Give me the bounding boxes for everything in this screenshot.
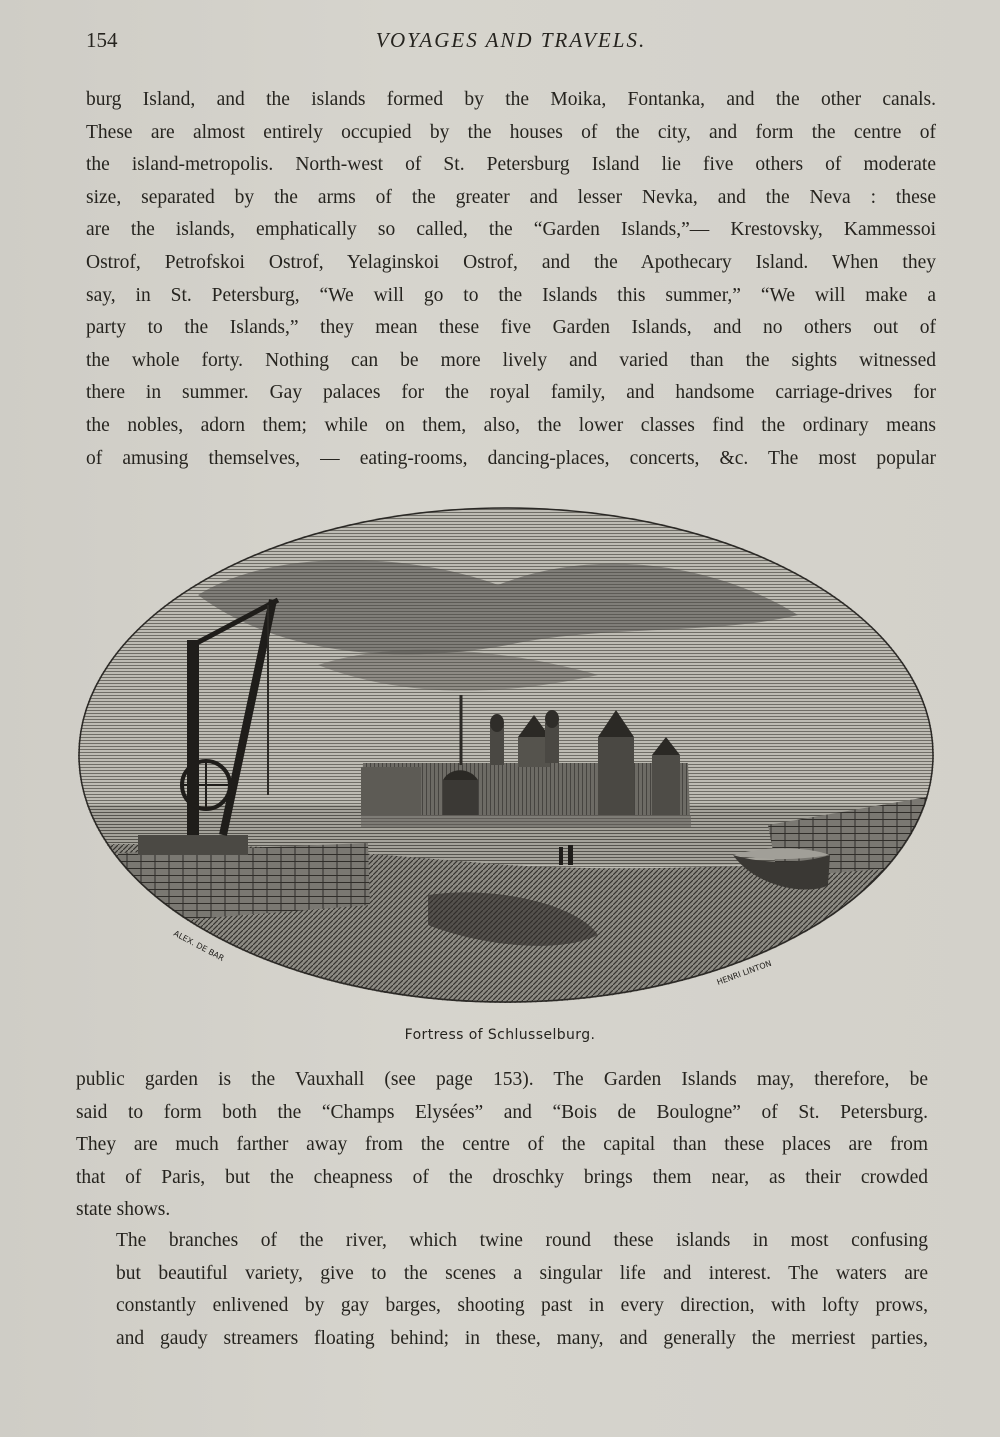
paragraph-1	[86, 84, 936, 475]
text-line: These are almost entirely occupied by the houses of the city, and form the centre of	[86, 121, 936, 143]
text-line: public garden is the Vauxhall (see page 153). The Garden Islands may, therefore, be	[76, 1069, 928, 1090]
text-line: and gaudy streamers floating behind; in these, many, and generally the merriest parties,	[116, 1327, 928, 1349]
text-line: are the islands, emphatically so called, the “Garden Islands,”— Krestovsky, Kammessoi	[86, 219, 936, 241]
text-line: constantly enlivened by gay barges, shooting past in every direction, with lofty prows,	[116, 1295, 928, 1317]
text-line: the whole forty. Nothing can be more lively and varied than the sights witnessed	[86, 349, 936, 371]
text-line: burg Island, and the islands formed by the Moika, Fontanka, and the other canals.	[86, 89, 936, 110]
text-line: size, separated by the arms of the greater and lesser Nevka, and the Neva : these	[86, 186, 936, 208]
engraving-figure	[78, 505, 938, 1005]
text-line: of amusing themselves, — eating-rooms, dancing-places, concerts, &c. The most popular	[86, 447, 936, 469]
text-line: The branches of the river, which twine round these islands in most confusing	[116, 1230, 928, 1251]
fortress-engraving	[78, 505, 938, 1005]
engraver-signature-left: ALEX. DE BAR	[172, 928, 226, 963]
page-number: 154	[86, 28, 118, 52]
text-line: there in summer. Gay palaces for the royal family, and handsome carriage-drives for	[86, 382, 936, 404]
text-line: state shows.	[76, 1199, 171, 1221]
engraver-signature-right: HENRI LINTON	[715, 958, 773, 987]
text-line: but beautiful variety, give to the scenes a singular life and interest. The waters are	[116, 1262, 928, 1284]
text-line: the nobles, adorn them; while on them, also, the lower classes find the ordinary means	[86, 414, 936, 436]
text-line: said to form both the “Champs Elysées” and “Bois de Boulogne” of St. Petersburg.	[76, 1101, 928, 1123]
figure-caption: Fortress of Schlusselburg.	[404, 1027, 596, 1043]
text-line: They are much farther away from the centre of the capital than these places are from	[76, 1134, 928, 1156]
text-line: party to the Islands,” they mean these five Garden Islands, and no others out of	[86, 317, 936, 339]
text-line: Ostrof, Petrofskoi Ostrof, Yelaginskoi Ostrof, and the Apothecary Island. When they	[86, 251, 936, 273]
text-line: the island-metropolis. North-west of St. Petersburg Island lie five others of moderate	[86, 154, 936, 176]
text-line: that of Paris, but the cheapness of the droschky brings them near, as their crowded	[76, 1166, 928, 1188]
text-line: say, in St. Petersburg, “We will go to the Islands this summer,” “We will make a	[86, 284, 936, 306]
running-head: VOYAGES AND TRAVELS.	[375, 28, 647, 52]
paragraph-2	[76, 1064, 928, 1227]
page-header	[86, 28, 936, 58]
paragraph-3	[74, 1225, 928, 1355]
